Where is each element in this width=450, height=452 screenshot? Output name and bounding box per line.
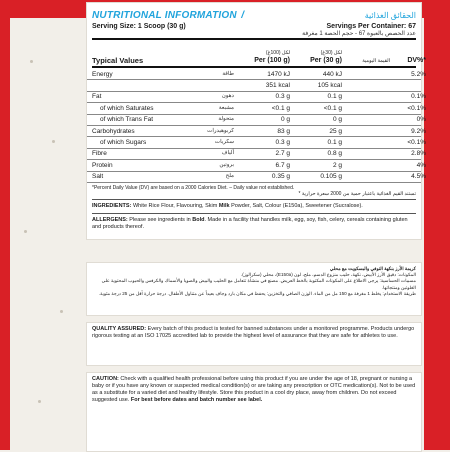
table-row: Fibre ألياف 2.7 g 0.8 g 2.8% — [87, 149, 421, 160]
table-row: Fat دهون 0.3 g 0.1 g 0.1% — [87, 92, 421, 103]
background-speck — [30, 60, 33, 63]
red-border-right — [424, 0, 450, 450]
allergens-text: ALLERGENS: Please see ingredients in Bold. Made in a facility that handles milk, egg, soy, fish, celery, cereals containing gluten and products thereof. — [92, 217, 408, 231]
table-row: Protein بروتين 6.7 g 2 g 4% — [87, 160, 421, 171]
quality-panel — [86, 322, 422, 366]
caution-label: CAUTION: — [92, 376, 119, 382]
table-row: 351 kcal 105 kcal — [87, 80, 421, 91]
allergens-label: ALLERGENS: — [92, 217, 128, 224]
serving-info-ar: عدد الحصص بالعبوة 67 - حجم الحصة 1 مغرفة — [302, 31, 416, 37]
quality-text: QUALITY ASSURED: Every batch of this product is tested for banned substances under a monitored programme. Products undergo rigorous testing at an ISO 17025 accredited lab to provide the highest level of assurance that they are safe for athletes to use. — [92, 326, 415, 340]
table-row: of which Sugars سكريات 0.3 g 0.1 g <0.1% — [87, 137, 421, 148]
title-slash: / — [241, 10, 245, 21]
divider — [92, 38, 416, 40]
background-speck — [60, 310, 63, 313]
table-header — [87, 41, 426, 65]
table-row: Carbohydrates كربوهيدرات 83 g 25 g 9.2% — [87, 126, 421, 137]
serving-info — [87, 23, 421, 30]
footnote-ar: * تستند القيم الغذائية باعتبار حمية من 2000 سعرة حرارية — [298, 191, 416, 198]
title-ar: الحقائق الغذائية — [364, 11, 416, 20]
typical-values-header: Typical Values — [92, 56, 144, 65]
background-speck — [24, 230, 27, 233]
table-row: of which Saturates مشبعة <0.1 g <0.1 g <0.1% — [87, 103, 421, 114]
per-30-header: لكل (30غ) Per (30 g) — [310, 50, 342, 64]
arabic-text: كريمة الأرز بنكهة التوفي والبسكويت مع محلي المكونات: دقيق الأرز الأبيض، نكهة، حليب منزوع الدسم، ملح، لون (E150a)، محلي (سكرالوز). مسببات الحساسية: يرجى الاطلاع على المكونات المكتوبة بالخط العريض. مصنع في منشأة تتعامل مع الحليب والبيض والصويا والأسماك والكرفس والحبوب المحتوية على الغلوتين ومنتجاتها. طريقة الاستخدام: يخلط 1 مغرفة مع 150 مل من الماء. الوزن الصافي والتخزين: يحفظ في مكان بارد وجاف بعيداً عن متناول الأطفال. درجة حرارة أقل من 25 درجة مئوية. — [98, 266, 416, 296]
table-row: Energy طاقة 1470 kJ 440 kJ 5.2% — [87, 69, 421, 80]
title-en: NUTRITIONAL INFORMATION — [92, 10, 237, 21]
arabic-panel — [86, 262, 422, 316]
footnote-en: *Percent Daily Value (DV) are based on a 2000 Calories Diet. – Daily value not established. — [92, 184, 295, 191]
caution-text: CAUTION: Check with a qualified health professional before using this product if you are under the age of 18, pregnant or nursing a baby or if you have any known or suspected medical condition(s) or are taking any prescription or OTC medication(s). Not to be used as a substitute for a varied diet and healthy lifestyle. Store this product in a cool dry place, away from children. Do not exceed suggested use. For best before dates and batch number see label. — [92, 376, 416, 404]
per-100-header: لكل (100غ) Per (100 g) — [254, 50, 290, 64]
ingredients-label: INGREDIENTS: — [92, 203, 132, 210]
serving-size: Serving Size: 1 Scoop (30 g) — [92, 23, 186, 30]
quality-label: QUALITY ASSURED: — [92, 326, 147, 332]
red-border-left — [0, 0, 10, 450]
nutrition-panel — [86, 2, 426, 240]
servings-per-container: Servings Per Container: 67 — [326, 23, 416, 30]
table-row: Salt ملح 0.35 g 0.105 g 4.5% — [87, 172, 421, 183]
dv-header: DV%* — [407, 56, 426, 64]
ingredients-text: INGREDIENTS: White Rice Flour, Flavouring, Skim Milk Powder, Salt, Colour (E150a), Sweetener (Sucralose). — [92, 203, 363, 210]
nutrition-title — [87, 3, 421, 23]
caution-panel — [86, 372, 422, 452]
background-speck — [38, 400, 41, 403]
nutrition-rows — [87, 69, 426, 183]
divider — [92, 66, 416, 68]
dv-header-ar: القيمة اليومية — [362, 58, 390, 65]
table-row: of which Trans Fat متحولة 0 g 0 g 0% — [87, 115, 421, 126]
background-speck — [52, 140, 55, 143]
